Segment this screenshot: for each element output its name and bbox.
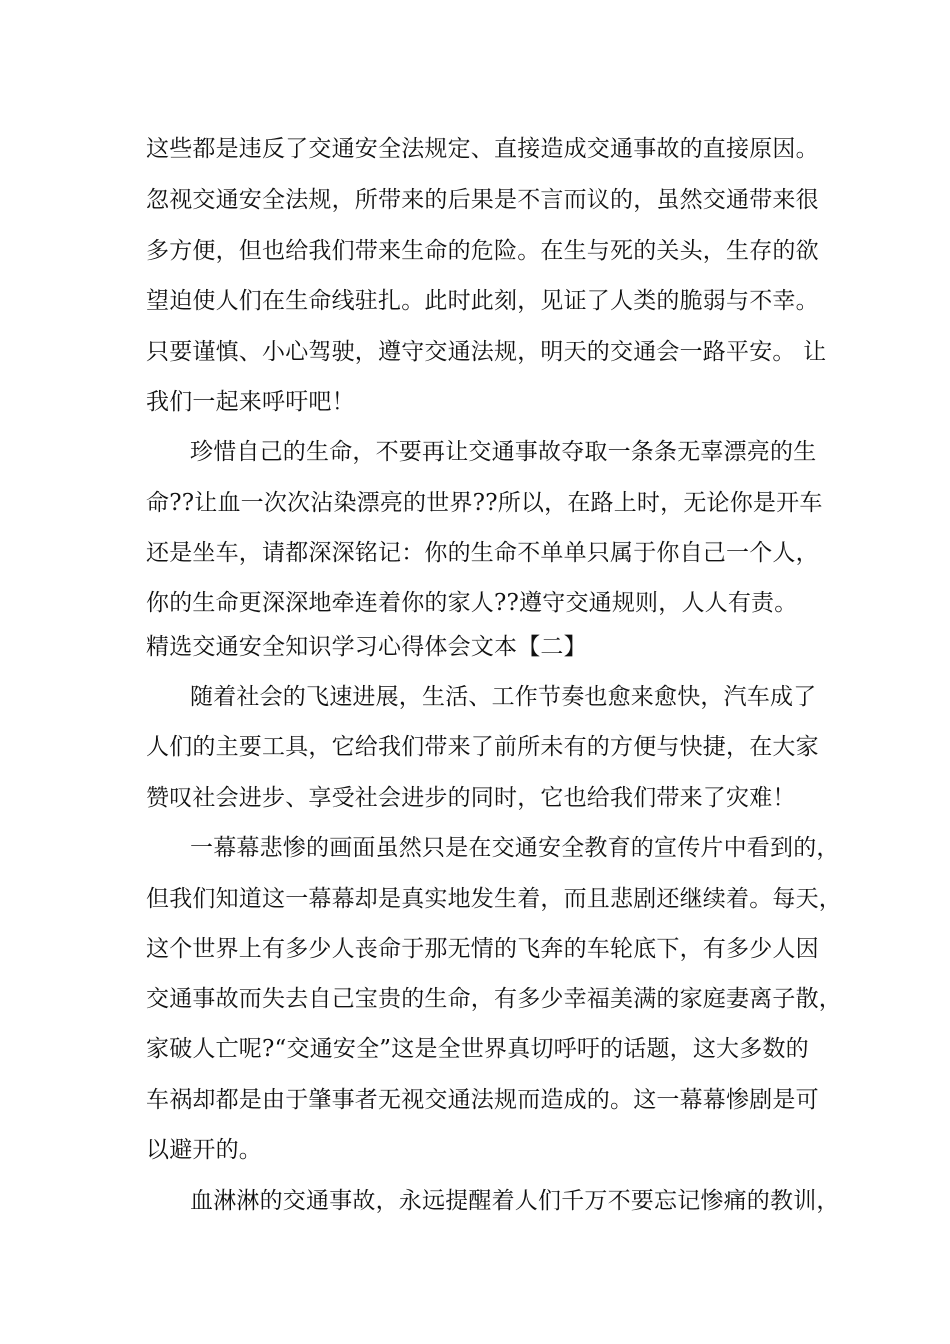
text-line-18: 交通事故而失去自己宝贵的生命，有多少幸福美满的家庭妻离子散， <box>146 986 842 1012</box>
text-line-19: 家破人亡呢?“交通安全”这是全世界真切呼吁的话题，这大多数的 <box>146 1036 809 1062</box>
text-line-17: 这个世界上有多少人丧命于那无情的飞奔的车轮底下，有多少人因 <box>146 936 819 962</box>
text-line-1: 这些都是违反了交通安全法规定、直接造成交通事故的直接原因。 <box>146 136 819 162</box>
text-line-6: 我们一起来呼吁吧！ <box>146 389 355 415</box>
text-line-22: 血淋淋的交通事故，永远提醒着人们千万不要忘记惨痛的教训， <box>190 1188 840 1214</box>
text-line-12: 随着社会的飞速进展，生活、工作节奏也愈来愈快，汽车成了 <box>190 684 817 710</box>
text-line-4: 望迫使人们在生命线驻扎。此时此刻，见证了人类的脆弱与不幸。 <box>146 288 819 314</box>
text-line-21: 以避开的。 <box>146 1137 262 1163</box>
text-line-15: 一幕幕悲惨的画面虽然只是在交通安全教育的宣传片中看到的， <box>190 835 840 861</box>
section-heading: 精选交通安全知识学习心得体会文本【二】 <box>146 634 587 660</box>
text-line-14: 赞叹社会进步、享受社会进步的同时，它也给我们带来了灾难！ <box>146 785 796 811</box>
text-line-7: 珍惜自己的生命，不要再让交通事故夺取一条条无辜漂亮的生 <box>190 439 817 465</box>
text-line-13: 人们的主要工具，它给我们带来了前所未有的方便与快捷，在大家 <box>146 734 819 760</box>
text-line-2: 忽视交通安全法规，所带来的后果是不言而议的，虽然交通带来很 <box>146 187 819 213</box>
text-line-8: 命??让血一次次沾染漂亮的世界??所以，在路上时，无论你是开车 <box>146 490 823 516</box>
text-line-16: 但我们知道这一幕幕却是真实地发生着，而且悲剧还继续着。每天， <box>146 886 842 912</box>
text-line-3: 多方便，但也给我们带来生命的危险。在生与死的关头，生存的欲 <box>146 238 819 264</box>
text-line-20: 车祸却都是由于肇事者无视交通法规而造成的。这一幕幕惨剧是可 <box>146 1087 819 1113</box>
text-line-5: 只要谨慎、小心驾驶，遵守交通法规，明天的交通会一路平安。 让 <box>146 339 827 365</box>
text-line-9: 还是坐车，请都深深铭记：你的生命不单单只属于你自己一个人， <box>146 540 819 566</box>
text-line-10: 你的生命更深深地牵连着你的家人??遵守交通规则，人人有责。 <box>146 590 798 616</box>
